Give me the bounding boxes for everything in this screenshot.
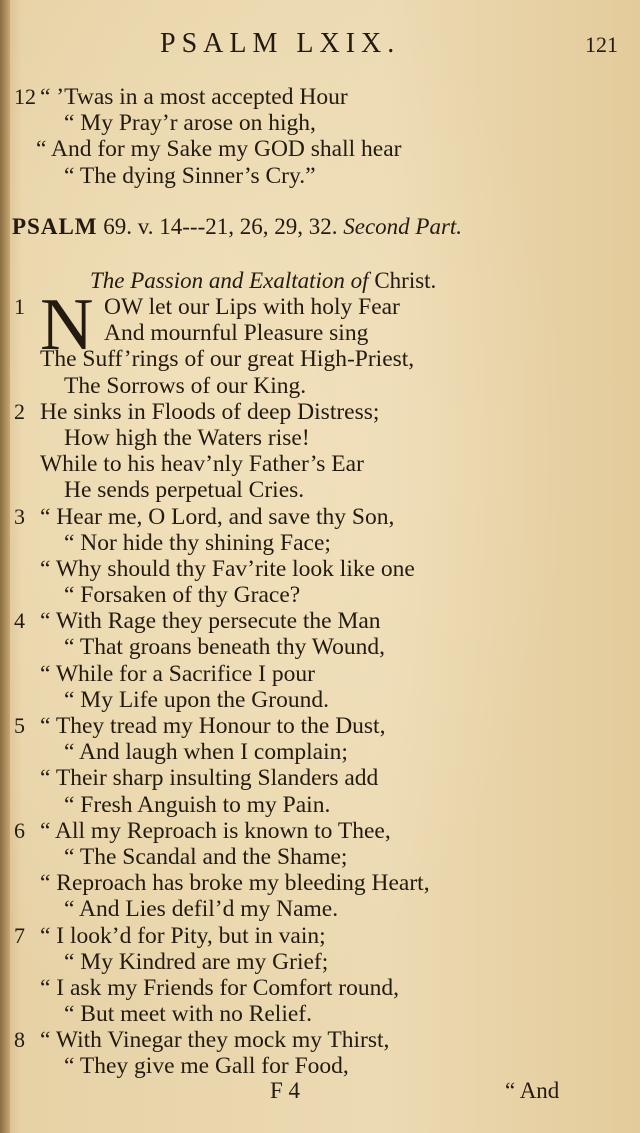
verse-text: “ That groans beneath thy Wound, <box>64 634 385 661</box>
verse-line <box>0 739 640 765</box>
verse-text: He sends perpetual Cries. <box>64 477 305 504</box>
page-number: 121 <box>585 32 618 57</box>
verse-line <box>0 451 640 477</box>
verse-text: “ I ask my Friends for Comfort round, <box>40 974 399 1001</box>
verse-text: The Suff’rings of our great High-Priest, <box>40 346 415 373</box>
verse-line <box>0 294 640 320</box>
verse-text: OW let our Lips with holy Fear <box>104 294 400 320</box>
second-part-verses <box>0 294 640 1080</box>
verse-line <box>0 608 640 634</box>
verse-line <box>0 84 640 110</box>
verse-line <box>0 530 640 556</box>
verse-line <box>0 923 640 949</box>
verse-number: 3 <box>14 503 25 529</box>
verse-text: And mournful Pleasure sing <box>104 320 369 347</box>
verse-text: “ And for my Sake my GOD shall hear <box>36 136 402 163</box>
signature-mark: F 4 <box>270 1078 301 1103</box>
verse-line <box>0 110 640 136</box>
subtitle-roman: Christ. <box>374 268 437 293</box>
verse-text: “ With Rage they persecute the Man <box>40 608 381 635</box>
drop-cap-letter: N <box>40 284 94 366</box>
page-footer <box>0 1078 640 1112</box>
verse-line <box>0 896 640 922</box>
verse-text: “ Forsaken of thy Grace? <box>64 582 301 609</box>
verse-text: “ They give me Gall for Food, <box>64 1053 349 1080</box>
subtitle-italic: The Passion and Exaltation of <box>90 268 369 293</box>
catchword: “ And <box>505 1078 560 1103</box>
verse-text: “ My Pray’r arose on high, <box>64 110 316 137</box>
verse-line <box>0 582 640 608</box>
psalm-subtitle <box>90 268 436 294</box>
verse-line <box>0 634 640 660</box>
verse-text: The Sorrows of our King. <box>64 372 307 399</box>
verse-text: “ The Scandal and the Shame; <box>64 843 348 870</box>
verse-text: “ But meet with no Relief. <box>64 1001 313 1028</box>
verse-line <box>0 792 640 818</box>
verse-number: 4 <box>14 608 25 634</box>
verse-text: “ The dying Sinner’s Cry.” <box>64 162 316 189</box>
verse-line <box>0 661 640 687</box>
verse-line <box>0 477 640 503</box>
verse-text: “ ’Twas in a most accepted Hour <box>40 84 348 110</box>
verse-text: “ All my Reproach is known to Thee, <box>40 817 391 844</box>
verse-line <box>0 373 640 399</box>
verse-text: “ They tread my Honour to the Dust, <box>40 713 386 739</box>
verse-line <box>0 1053 640 1079</box>
verse-line <box>0 818 640 844</box>
verse-line <box>0 975 640 1001</box>
heading-part: Second Part. <box>343 214 463 239</box>
verse-text: How high the Waters rise! <box>64 424 310 451</box>
verse-text: “ And laugh when I complain; <box>64 739 348 766</box>
verse-text: While to his heav’nly Father’s Ear <box>40 451 364 478</box>
verse-text: “ My Kindred are my Grief; <box>64 948 329 975</box>
verse-line <box>0 1027 640 1053</box>
verse-number: 2 <box>14 398 25 424</box>
verse-number: 8 <box>14 1027 25 1053</box>
verse-line <box>0 320 640 346</box>
verse-text: “ Reproach has broke my bleeding Heart, <box>40 870 430 897</box>
first-part-stanza <box>0 84 640 189</box>
verse-number: 5 <box>14 713 25 738</box>
verse-line <box>0 136 640 162</box>
verse-line <box>0 425 640 451</box>
verse-text: “ Hear me, O Lord, and save thy Son, <box>40 503 395 530</box>
verse-line <box>0 687 640 713</box>
verse-text: “ Nor hide thy shining Face; <box>64 529 331 556</box>
verse-text: “ And Lies defil’d my Name. <box>64 896 339 923</box>
verse-line <box>0 713 640 739</box>
verse-number: 12 <box>14 84 36 109</box>
verse-number: 1 <box>14 294 25 319</box>
verse-line <box>0 556 640 582</box>
verse-line <box>0 163 640 189</box>
verse-number: 6 <box>14 817 25 843</box>
verse-text: “ Why should thy Fav’rite look like one <box>40 555 415 582</box>
verse-line <box>0 765 640 791</box>
second-part-heading <box>12 214 462 240</box>
verse-text: “ While for a Sacrifice I pour <box>40 660 315 687</box>
running-head-title: PSALM LXIX. <box>160 28 401 59</box>
verse-text: “ Fresh Anguish to my Pain. <box>64 791 331 818</box>
verse-line <box>0 949 640 975</box>
running-head <box>0 28 640 64</box>
verse-line <box>0 1001 640 1027</box>
verse-text: “ I look’d for Pity, but in vain; <box>40 922 326 949</box>
verse-line <box>0 399 640 425</box>
heading-reference: 69. v. 14---21, 26, 29, 32. <box>103 214 338 239</box>
verse-text: “ My Life upon the Ground. <box>64 686 329 713</box>
verse-line <box>0 504 640 530</box>
verse-line <box>0 844 640 870</box>
verse-line <box>0 870 640 896</box>
verse-line <box>0 346 640 372</box>
heading-psalm-label: PSALM <box>12 214 98 239</box>
verse-text: “ With Vinegar they mock my Thirst, <box>40 1027 390 1054</box>
verse-number: 7 <box>14 922 25 948</box>
verse-text: He sinks in Floods of deep Distress; <box>40 398 380 425</box>
verse-text: “ Their sharp insulting Slanders add <box>40 765 379 792</box>
